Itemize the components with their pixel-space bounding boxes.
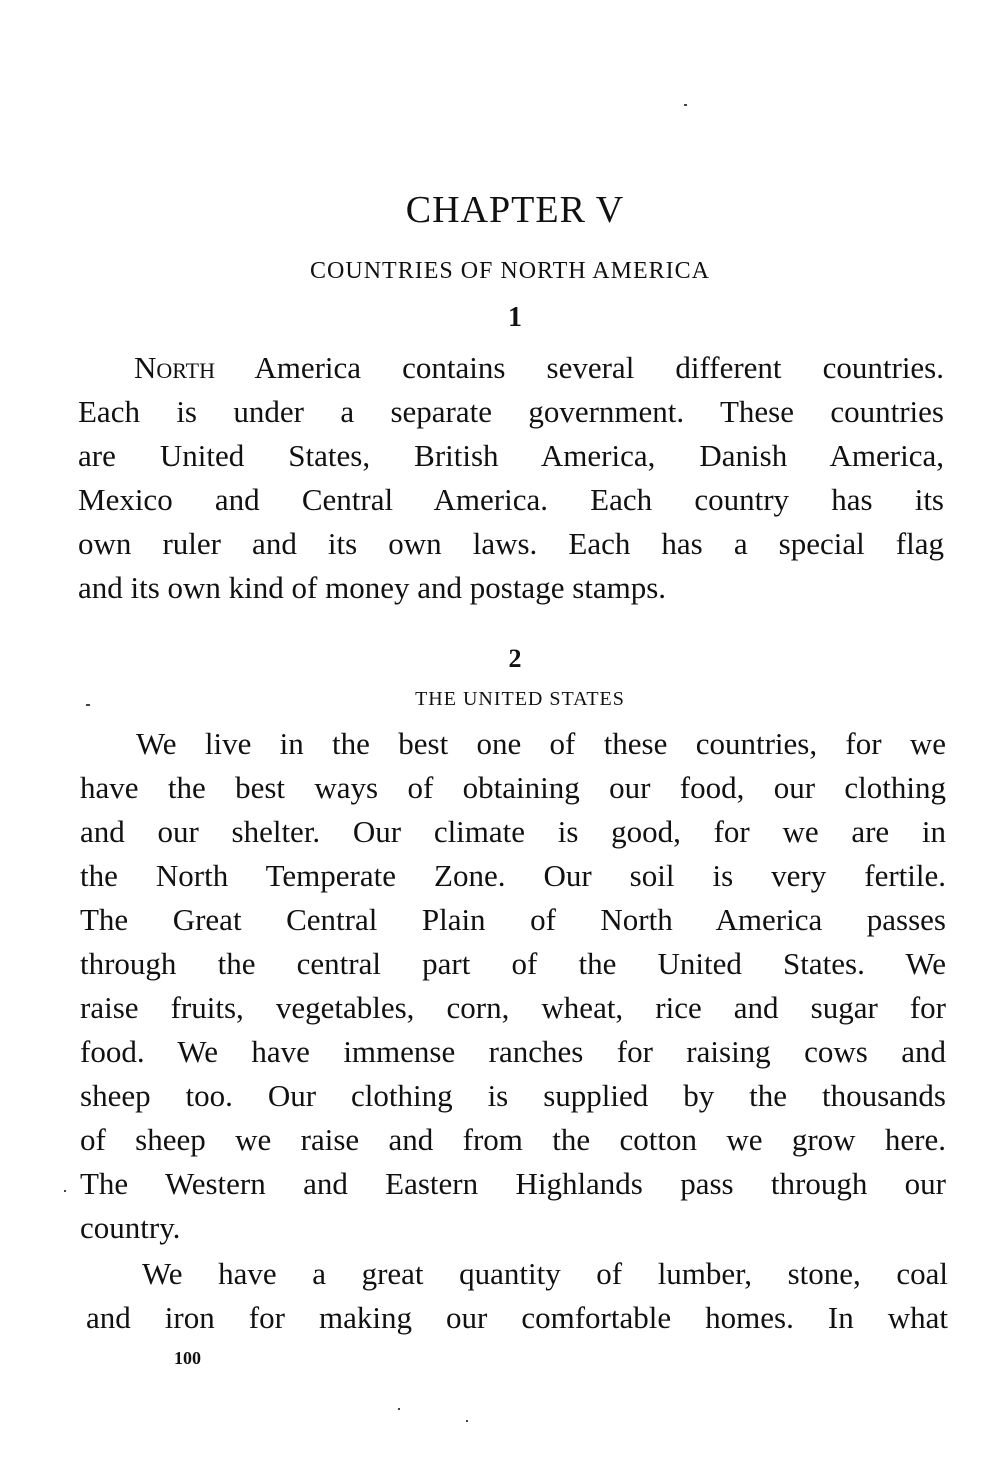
paragraph-line: Mexico and Central America. Each country has its [78, 482, 944, 517]
paragraph-line: country. [80, 1210, 181, 1245]
paragraph-line: We have a great quantity of lumber, stone, coal [142, 1256, 948, 1291]
lead-word: North [134, 350, 215, 385]
section-2-paragraph-1 [80, 722, 946, 1250]
paragraph-line: Each is under a separate government. These countries [78, 394, 944, 429]
paragraph-line: of sheep we raise and from the cotton we grow here. [80, 1122, 946, 1157]
print-speck [86, 704, 90, 706]
section-number-1: 1 [508, 302, 522, 333]
print-speck [398, 1408, 400, 1410]
section-2-paragraph-2 [86, 1252, 948, 1340]
paragraph-line: the North Temperate Zone. Our soil is very fertile. [80, 858, 946, 893]
chapter-subtitle: COUNTRIES OF NORTH AMERICA [310, 258, 710, 284]
paragraph-line: North America contains several different countries. [134, 350, 944, 385]
paragraph-line: sheep too. Our clothing is supplied by the thousands [80, 1078, 946, 1113]
paragraph-line: raise fruits, vegetables, corn, wheat, rice and sugar for [80, 990, 946, 1025]
paragraph-line: through the central part of the United States. We [80, 946, 946, 981]
section-number-2: 2 [508, 644, 522, 673]
paragraph-line: We live in the best one of these countries, for we [136, 726, 946, 761]
paragraph-line: The Great Central Plain of North America passes [80, 902, 946, 937]
chapter-title: CHAPTER V [405, 189, 625, 231]
paragraph-line: and its own kind of money and postage stamps. [78, 570, 667, 605]
paragraph-line: and our shelter. Our climate is good, for we are in [80, 814, 946, 849]
section-1-paragraph [78, 346, 944, 610]
print-speck [64, 1190, 66, 1192]
paragraph-line: and iron for making our comfortable homes. In what [86, 1300, 948, 1335]
paragraph-line: The Western and Eastern Highlands pass through our [80, 1166, 946, 1201]
paragraph-line: food. We have immense ranches for raising cows and [80, 1034, 946, 1069]
section-heading: THE UNITED STATES [415, 688, 625, 710]
print-speck [466, 1420, 468, 1422]
paragraph-line: have the best ways of obtaining our food, our clothing [80, 770, 946, 805]
paragraph-line: are United States, British America, Danish America, [78, 438, 944, 473]
print-speck [684, 104, 687, 106]
paragraph-line: own ruler and its own laws. Each has a special flag [78, 526, 944, 561]
page-number: 100 [174, 1348, 201, 1368]
